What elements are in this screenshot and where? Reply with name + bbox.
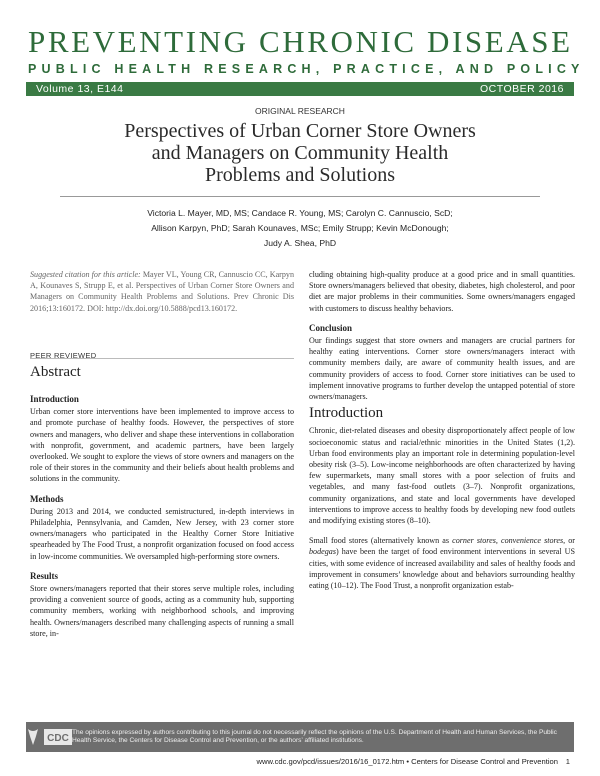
footer-disclaimer-box [26,722,574,752]
cdc-badge-icon [44,729,72,745]
volume-label: Volume 13, E144 [36,83,124,95]
methods-text: During 2013 and 2014, we conducted semistructured, in-depth interviews in Philadelphia, Pennsylvania, and Camden, New Jersey, with 23 corner store owners/managers who participated in the Healthy Corner Store Initiative spearheaded by The Food Trust, a nonprofit organization focused on food access in low-income communities. We oversampled high-performing store owners. [30,506,294,561]
section-label: ORIGINAL RESEARCH [255,106,345,116]
intro-p2-em2: bodegas [309,547,336,557]
title-divider [60,196,540,197]
authors-line-2: Allison Karpyn, PhD; Sarah Kounaves, MSc; Emily Strupp; Kevin McDonough; [151,223,449,233]
journal-subtitle: PUBLIC HEALTH RESEARCH, PRACTICE, AND POLICY [28,62,585,76]
conclusion-heading: Conclusion [309,322,353,333]
page-number: 1 [565,757,570,766]
footer-url[interactable]: www.cdc.gov/pcd/issues/2016/16_0172.htm • Centers for Disease Control and Prevention [256,757,558,766]
abstract-intro-heading: Introduction [30,394,79,404]
introduction-paragraph-1: Chronic, diet-related diseases and obesity disproportionately affect people of low socioeconomic status and racial/ethnic minorities in the United States (1,2). Urban food environments play an important role in determining population-level obesity risk (3–5). Low-income neighborhoods are often characterized by having few supermarkets, many small stores with a poor selection of fruits and vegetables, and many fast-food outlets (3–7). Nonprofit organizations, community organizations, and state and local governments have developed interventions to improve access to healthy foods by developing new food outlets and modifying existing stores (8–10). [309,426,575,526]
intro-p2-a: Small food stores (alternatively known as [309,536,453,546]
volume-bar [26,82,574,96]
issue-date: OCTOBER 2016 [479,83,564,95]
citation-label: Suggested citation for this article: [30,270,141,279]
abstract-heading: Abstract [30,364,81,380]
article-title [60,120,540,186]
cdc-logo [26,722,72,752]
hhs-eagle-icon [26,727,40,747]
introduction-paragraph-2 [309,535,575,591]
intro-p2-em: corner stores, convenience stores [452,536,564,546]
author-list [90,206,510,251]
journal-title: PREVENTING CHRONIC DISEASE [28,24,573,59]
right-column [309,269,575,591]
abstract-left-column [30,394,294,639]
intro-p2-b: , or [563,536,575,546]
cdc-logo-text: CDC [47,733,69,744]
suggested-citation [30,269,294,314]
methods-heading: Methods [30,493,64,504]
results-heading: Results [30,570,59,581]
abstract-divider [30,358,294,359]
citation-text[interactable]: Mayer VL, Young CR, Cannuscio CC, Karpyn A, Kounaves S, Strupp E, et al. Perspectives of Urban Corner Store Owners and Managers on Community Health Problems and Solutions. Prev Chronic Dis 2016;13:160172. DOI: http://dx.doi.org/10.5888/pcd13.160172. [30,270,294,313]
authors-line-3: Judy A. Shea, PhD [263,238,337,248]
peer-reviewed-label: PEER REVIEWED [30,351,97,360]
intro-p2-c: ) have been the target of food environment interventions in several US cities, with some evidence of increased availability and sales of healthy foods and improvement in consumers’ knowledge about and behaviors surrounding healthy eating (10–12). The Food Trust, a nonprofit organization estab- [309,547,575,591]
introduction-heading: Introduction [309,405,384,422]
abstract-intro-text: Urban corner store interventions have been implemented to improve access to and promote purchase of healthy foods. However, the perspectives of store owners and managers, who deliver and shape these interventions in collaboration with nonprofit, government, and academic partners, have been largely overlooked. We sought to explore the views of store owners and managers on the role of their stores in the community and their beliefs about health problems and solutions in the community. [30,407,294,484]
title-line-1: Perspectives of Urban Corner Store Owners [124,120,476,142]
authors-line-1: Victoria L. Mayer, MD, MS; Candace R. Young, MS; Carolyn C. Cannuscio, ScD; [147,208,453,218]
results-continued-text: cluding obtaining high-quality produce at a good price and in small quantities. Store owners/managers believed that obesity, diabetes, high cholesterol, and poor diet are major problems in their communities. Some owners/managers engaged with customers to discuss healthy behaviors. [309,270,575,313]
results-text: Store owners/managers reported that their stores serve multiple roles, including providing a convenient source of goods, acting as a community hub, supporting community members, working with neighborhood schools, and improving health. Owners/managers described many challenging aspects of running a small store, in- [30,584,294,638]
title-line-2: and Managers on Community Health [151,142,449,164]
conclusion-text: Our findings suggest that store owners and managers are crucial partners for healthy eating interventions. Corner store owners/managers interact with community members daily, are aware of community health issues, and are community providers of access to food. Corner store initiatives can be used to implement innovative programs to further develop the untapped potential of store owners/managers. [309,336,575,402]
title-line-3: Problems and Solutions [204,164,395,186]
footer-disclaimer-text: The opinions expressed by authors contributing to this journal do not necessarily reflect the opinions of the U.S. Department of Health and Human Services, the Public Health Service, the Centers for Disease Control and Prevention, or the authors’ affiliated institutions. [72,728,557,744]
